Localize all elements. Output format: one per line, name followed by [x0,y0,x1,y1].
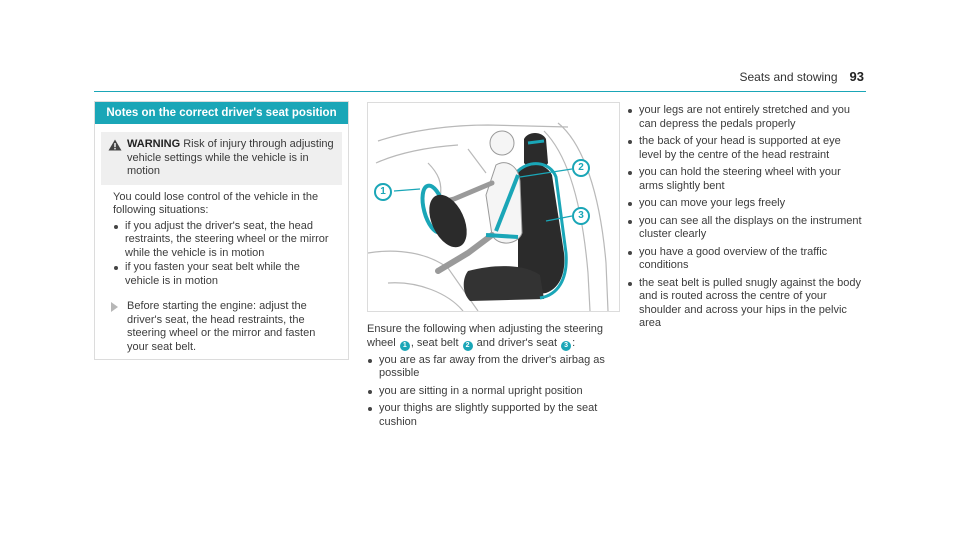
callout-3: 3 [572,207,590,225]
intro-text: Ensure the following when adjusting the steering wheel [367,323,604,349]
list-item: if you adjust the driver's seat, the head restraints, the steering wheel or the mirror while the vehicle is in motion [113,220,334,261]
header-rule [94,91,866,92]
section-title: Seats and stowing [739,70,838,84]
adjustment-checklist-part-2 [627,102,862,335]
checklist [367,354,625,430]
situations-intro: You could lose control of the vehicle in the following situations: [113,190,319,216]
list-item: the seat belt is pulled snugly against the body and is routed across the centre of your shoulder and across your hips in the pelvic area [627,277,862,331]
callout-ref-1: 1 [400,341,410,351]
running-header [739,69,864,84]
callout-1: 1 [374,183,392,201]
warning-text: Risk of injury through adjusting vehicle settings while the vehicle is in motion [127,138,334,177]
notes-title: Notes on the correct driver's seat position [95,102,348,124]
list-item: if you fasten your seat belt while the vehicle is in motion [113,261,334,288]
callout-2: 2 [572,159,590,177]
list-item: the back of your head is supported at eye level by the centre of the head restraint [627,135,862,162]
checklist-intro [367,323,625,351]
page-number: 93 [849,69,864,84]
adjustment-checklist-part-1 [367,323,625,433]
checklist [627,104,862,331]
situations-list [113,220,334,289]
callout-ref-2: 2 [463,341,473,351]
seat-position-notes-box [94,101,349,360]
warning-icon [108,139,122,151]
step-text: Before starting the engine: adjust the driver's seat, the head restraints, the steering wheel or the mirror and fasten your seat belt. [127,300,316,353]
warning-label: WARNING [127,138,181,150]
list-item: you can move your legs freely [627,197,862,211]
list-item: you are sitting in a normal upright position [367,385,625,399]
list-item: you are as far away from the driver's airbag as possible [367,354,625,381]
seat-position-figure [367,102,620,312]
list-item: you can see all the displays on the instrument cluster clearly [627,215,862,242]
list-item: you can hold the steering wheel with your arms slightly bent [627,166,862,193]
list-item: your thighs are slightly supported by the seat cushion [367,402,625,429]
warning-detail [101,185,342,289]
callout-ref-3: 3 [561,341,571,351]
intro-text: : [572,336,576,349]
intro-text: and driver's seat [476,336,558,349]
list-item: you have a good overview of the traffic conditions [627,246,862,273]
list-item: your legs are not entirely stretched and you can depress the pedals properly [627,104,862,131]
intro-text: , seat belt [410,336,459,349]
instruction-step [101,300,342,354]
warning-box [101,132,342,185]
step-arrow-icon [111,302,118,312]
